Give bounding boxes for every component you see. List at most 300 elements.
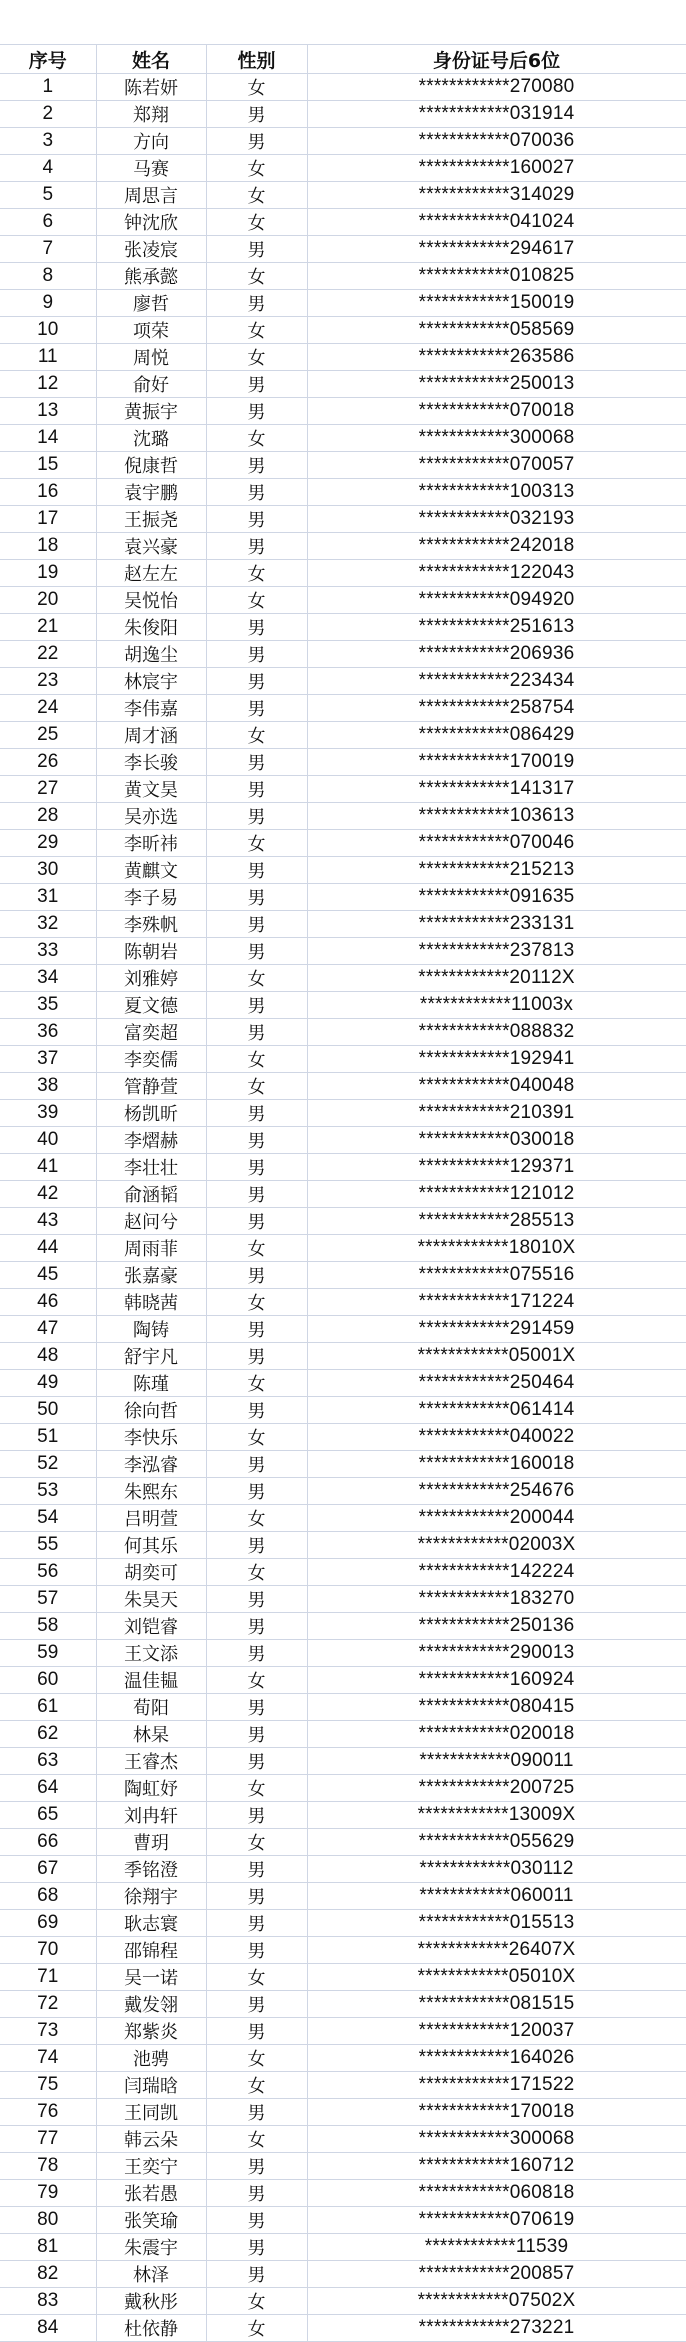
row-index: 32 — [0, 911, 96, 938]
row-gender: 女 — [206, 2045, 307, 2072]
row-name: 闫瑞晗 — [96, 2072, 206, 2099]
table-row — [0, 1127, 686, 1154]
row-id-suffix: ************080415 — [307, 1694, 686, 1721]
table-row — [0, 1154, 686, 1181]
row-gender: 男 — [206, 1154, 307, 1181]
row-index: 9 — [0, 290, 96, 317]
row-gender: 男 — [206, 2234, 307, 2261]
row-name: 李殊帆 — [96, 911, 206, 938]
table-row — [0, 1964, 686, 1991]
row-gender: 男 — [206, 1991, 307, 2018]
row-id-suffix: ************091635 — [307, 884, 686, 911]
row-index: 11 — [0, 344, 96, 371]
row-id-suffix: ************070046 — [307, 830, 686, 857]
row-id-suffix: ************206936 — [307, 641, 686, 668]
row-gender: 男 — [206, 1208, 307, 1235]
row-index: 59 — [0, 1640, 96, 1667]
row-index: 60 — [0, 1667, 96, 1694]
table-row — [0, 533, 686, 560]
row-index: 1 — [0, 74, 96, 101]
table-row — [0, 398, 686, 425]
row-name: 刘铠睿 — [96, 1613, 206, 1640]
row-name: 张若愚 — [96, 2180, 206, 2207]
row-name: 李熠赫 — [96, 1127, 206, 1154]
row-name: 项荣 — [96, 317, 206, 344]
row-gender: 女 — [206, 2288, 307, 2315]
row-index: 2 — [0, 101, 96, 128]
row-id-suffix: ************200857 — [307, 2261, 686, 2288]
table-row — [0, 1019, 686, 1046]
row-id-suffix: ************041024 — [307, 209, 686, 236]
table-row — [0, 1910, 686, 1937]
row-index: 30 — [0, 857, 96, 884]
row-index: 78 — [0, 2153, 96, 2180]
row-id-suffix: ************070018 — [307, 398, 686, 425]
table-row — [0, 1694, 686, 1721]
table-body — [0, 74, 686, 2342]
row-gender: 男 — [206, 1694, 307, 1721]
row-index: 12 — [0, 371, 96, 398]
row-id-suffix: ************088832 — [307, 1019, 686, 1046]
row-name: 朱俊阳 — [96, 614, 206, 641]
row-id-suffix: ************122043 — [307, 560, 686, 587]
row-index: 17 — [0, 506, 96, 533]
row-index: 7 — [0, 236, 96, 263]
table-row — [0, 1748, 686, 1775]
row-index: 70 — [0, 1937, 96, 1964]
row-name: 周雨菲 — [96, 1235, 206, 1262]
row-index: 41 — [0, 1154, 96, 1181]
row-gender: 女 — [206, 2126, 307, 2153]
row-gender: 女 — [206, 1370, 307, 1397]
row-id-suffix: ************300068 — [307, 425, 686, 452]
table-row — [0, 1721, 686, 1748]
row-name: 邵锦程 — [96, 1937, 206, 1964]
row-index: 63 — [0, 1748, 96, 1775]
row-id-suffix: ************215213 — [307, 857, 686, 884]
table-row — [0, 614, 686, 641]
row-gender: 男 — [206, 452, 307, 479]
row-name: 张笑瑜 — [96, 2207, 206, 2234]
row-name: 胡奕可 — [96, 1559, 206, 1586]
row-gender: 男 — [206, 911, 307, 938]
row-gender: 男 — [206, 992, 307, 1019]
row-index: 58 — [0, 1613, 96, 1640]
row-gender: 男 — [206, 398, 307, 425]
row-index: 13 — [0, 398, 96, 425]
row-index: 53 — [0, 1478, 96, 1505]
table-row — [0, 1856, 686, 1883]
table-row — [0, 1397, 686, 1424]
row-gender: 男 — [206, 1478, 307, 1505]
table-row — [0, 128, 686, 155]
row-index: 65 — [0, 1802, 96, 1829]
row-index: 82 — [0, 2261, 96, 2288]
row-id-suffix: ************18010X — [307, 1235, 686, 1262]
table-row — [0, 1586, 686, 1613]
row-id-suffix: ************171224 — [307, 1289, 686, 1316]
row-gender: 女 — [206, 1667, 307, 1694]
row-gender: 男 — [206, 2180, 307, 2207]
row-name: 季铭澄 — [96, 1856, 206, 1883]
header-gender: 性别 — [206, 45, 307, 74]
header-index: 序号 — [0, 45, 96, 74]
row-gender: 女 — [206, 2315, 307, 2342]
row-index: 29 — [0, 830, 96, 857]
row-gender: 男 — [206, 776, 307, 803]
row-id-suffix: ************237813 — [307, 938, 686, 965]
row-index: 73 — [0, 2018, 96, 2045]
table-row — [0, 965, 686, 992]
row-gender: 男 — [206, 695, 307, 722]
row-id-suffix: ************02003X — [307, 1532, 686, 1559]
table-row — [0, 722, 686, 749]
row-gender: 女 — [206, 344, 307, 371]
table-row — [0, 1478, 686, 1505]
row-gender: 男 — [206, 1532, 307, 1559]
row-name: 李伟嘉 — [96, 695, 206, 722]
row-id-suffix: ************250136 — [307, 1613, 686, 1640]
row-id-suffix: ************150019 — [307, 290, 686, 317]
row-index: 54 — [0, 1505, 96, 1532]
header-row — [0, 45, 686, 74]
row-gender: 女 — [206, 263, 307, 290]
table-row — [0, 641, 686, 668]
table-row — [0, 155, 686, 182]
row-name: 王文添 — [96, 1640, 206, 1667]
table-row — [0, 1181, 686, 1208]
row-gender: 男 — [206, 1100, 307, 1127]
row-name: 舒宇凡 — [96, 1343, 206, 1370]
row-id-suffix: ************183270 — [307, 1586, 686, 1613]
row-gender: 女 — [206, 1505, 307, 1532]
row-gender: 男 — [206, 1802, 307, 1829]
row-name: 李长骏 — [96, 749, 206, 776]
row-gender: 女 — [206, 587, 307, 614]
row-gender: 男 — [206, 1613, 307, 1640]
row-id-suffix: ************070619 — [307, 2207, 686, 2234]
table-row — [0, 2207, 686, 2234]
row-index: 24 — [0, 695, 96, 722]
row-gender: 男 — [206, 1586, 307, 1613]
row-name: 曹玥 — [96, 1829, 206, 1856]
row-gender: 男 — [206, 1640, 307, 1667]
row-gender: 女 — [206, 1424, 307, 1451]
table-row — [0, 1370, 686, 1397]
table-row — [0, 830, 686, 857]
row-id-suffix: ************120037 — [307, 2018, 686, 2045]
row-name: 池骋 — [96, 2045, 206, 2072]
row-name: 杨凯昕 — [96, 1100, 206, 1127]
row-id-suffix: ************040048 — [307, 1073, 686, 1100]
table-row — [0, 290, 686, 317]
row-name: 陈瑾 — [96, 1370, 206, 1397]
row-gender: 男 — [206, 857, 307, 884]
row-gender: 男 — [206, 1397, 307, 1424]
row-name: 王睿杰 — [96, 1748, 206, 1775]
row-name: 韩云朵 — [96, 2126, 206, 2153]
row-index: 8 — [0, 263, 96, 290]
row-gender: 女 — [206, 1289, 307, 1316]
row-name: 徐向哲 — [96, 1397, 206, 1424]
row-index: 15 — [0, 452, 96, 479]
row-id-suffix: ************141317 — [307, 776, 686, 803]
row-name: 俞涵韬 — [96, 1181, 206, 1208]
row-index: 61 — [0, 1694, 96, 1721]
table-row — [0, 1937, 686, 1964]
row-gender: 女 — [206, 722, 307, 749]
row-gender: 男 — [206, 236, 307, 263]
table-row — [0, 1235, 686, 1262]
row-id-suffix: ************11539 — [307, 2234, 686, 2261]
row-id-suffix: ************070057 — [307, 452, 686, 479]
row-index: 64 — [0, 1775, 96, 1802]
row-name: 沈璐 — [96, 425, 206, 452]
row-id-suffix: ************13009X — [307, 1802, 686, 1829]
row-index: 79 — [0, 2180, 96, 2207]
row-id-suffix: ************160712 — [307, 2153, 686, 2180]
table-row — [0, 263, 686, 290]
row-name: 倪康哲 — [96, 452, 206, 479]
row-name: 温佳韫 — [96, 1667, 206, 1694]
row-index: 33 — [0, 938, 96, 965]
row-gender: 女 — [206, 425, 307, 452]
table-row — [0, 1883, 686, 1910]
row-id-suffix: ************015513 — [307, 1910, 686, 1937]
row-index: 3 — [0, 128, 96, 155]
row-name: 陶铸 — [96, 1316, 206, 1343]
row-id-suffix: ************160018 — [307, 1451, 686, 1478]
row-gender: 女 — [206, 317, 307, 344]
table-row — [0, 344, 686, 371]
table-row — [0, 911, 686, 938]
table-row — [0, 2153, 686, 2180]
table-row — [0, 506, 686, 533]
row-index: 36 — [0, 1019, 96, 1046]
table-row — [0, 587, 686, 614]
row-index: 56 — [0, 1559, 96, 1586]
row-gender: 女 — [206, 1964, 307, 1991]
row-name: 俞好 — [96, 371, 206, 398]
row-name: 林泽 — [96, 2261, 206, 2288]
row-index: 48 — [0, 1343, 96, 1370]
header-id-suffix: 身份证号后6位 — [307, 45, 686, 74]
row-index: 27 — [0, 776, 96, 803]
row-index: 39 — [0, 1100, 96, 1127]
row-index: 5 — [0, 182, 96, 209]
row-gender: 男 — [206, 1856, 307, 1883]
row-id-suffix: ************070036 — [307, 128, 686, 155]
row-index: 21 — [0, 614, 96, 641]
row-gender: 女 — [206, 1073, 307, 1100]
row-name: 李快乐 — [96, 1424, 206, 1451]
row-name: 林宸宇 — [96, 668, 206, 695]
row-name: 陈朝岩 — [96, 938, 206, 965]
row-gender: 男 — [206, 101, 307, 128]
row-gender: 男 — [206, 2018, 307, 2045]
row-name: 李昕祎 — [96, 830, 206, 857]
row-id-suffix: ************291459 — [307, 1316, 686, 1343]
row-id-suffix: ************170019 — [307, 749, 686, 776]
table-row — [0, 2315, 686, 2342]
row-name: 何其乐 — [96, 1532, 206, 1559]
table-row — [0, 2045, 686, 2072]
row-name: 管静萱 — [96, 1073, 206, 1100]
row-name: 吴一诺 — [96, 1964, 206, 1991]
row-id-suffix: ************273221 — [307, 2315, 686, 2342]
row-index: 45 — [0, 1262, 96, 1289]
row-gender: 男 — [206, 1883, 307, 1910]
row-id-suffix: ************094920 — [307, 587, 686, 614]
row-id-suffix: ************160924 — [307, 1667, 686, 1694]
table-row — [0, 236, 686, 263]
row-id-suffix: ************285513 — [307, 1208, 686, 1235]
row-gender: 女 — [206, 1235, 307, 1262]
row-id-suffix: ************170018 — [307, 2099, 686, 2126]
table-row — [0, 1424, 686, 1451]
row-id-suffix: ************060818 — [307, 2180, 686, 2207]
row-name: 熊承懿 — [96, 263, 206, 290]
row-index: 69 — [0, 1910, 96, 1937]
row-id-suffix: ************121012 — [307, 1181, 686, 1208]
row-gender: 女 — [206, 560, 307, 587]
table-row — [0, 1532, 686, 1559]
row-id-suffix: ************075516 — [307, 1262, 686, 1289]
row-index: 18 — [0, 533, 96, 560]
row-id-suffix: ************294617 — [307, 236, 686, 263]
row-index: 81 — [0, 2234, 96, 2261]
row-id-suffix: ************05001X — [307, 1343, 686, 1370]
row-id-suffix: ************103613 — [307, 803, 686, 830]
row-name: 郑翔 — [96, 101, 206, 128]
row-gender: 男 — [206, 371, 307, 398]
row-gender: 男 — [206, 614, 307, 641]
row-gender: 女 — [206, 965, 307, 992]
table-row — [0, 2126, 686, 2153]
row-id-suffix: ************250013 — [307, 371, 686, 398]
table-row — [0, 1046, 686, 1073]
table-row — [0, 1775, 686, 1802]
row-gender: 女 — [206, 1829, 307, 1856]
table-row — [0, 425, 686, 452]
row-id-suffix: ************233131 — [307, 911, 686, 938]
row-id-suffix: ************210391 — [307, 1100, 686, 1127]
row-id-suffix: ************200725 — [307, 1775, 686, 1802]
row-index: 35 — [0, 992, 96, 1019]
row-id-suffix: ************081515 — [307, 1991, 686, 2018]
row-id-suffix: ************05010X — [307, 1964, 686, 1991]
row-id-suffix: ************058569 — [307, 317, 686, 344]
row-index: 77 — [0, 2126, 96, 2153]
table-row — [0, 2180, 686, 2207]
row-gender: 男 — [206, 668, 307, 695]
row-index: 4 — [0, 155, 96, 182]
row-id-suffix: ************290013 — [307, 1640, 686, 1667]
row-name: 王振尧 — [96, 506, 206, 533]
row-id-suffix: ************031914 — [307, 101, 686, 128]
row-gender: 女 — [206, 74, 307, 101]
row-index: 28 — [0, 803, 96, 830]
row-index: 75 — [0, 2072, 96, 2099]
row-gender: 男 — [206, 2099, 307, 2126]
row-gender: 男 — [206, 1910, 307, 1937]
row-id-suffix: ************07502X — [307, 2288, 686, 2315]
row-gender: 女 — [206, 155, 307, 182]
table-row — [0, 668, 686, 695]
row-gender: 男 — [206, 1019, 307, 1046]
table-row — [0, 452, 686, 479]
row-name: 方向 — [96, 128, 206, 155]
row-index: 55 — [0, 1532, 96, 1559]
row-name: 钟沈欣 — [96, 209, 206, 236]
row-gender: 男 — [206, 938, 307, 965]
row-name: 戴秋彤 — [96, 2288, 206, 2315]
row-gender: 男 — [206, 506, 307, 533]
table-row — [0, 776, 686, 803]
row-index: 51 — [0, 1424, 96, 1451]
row-id-suffix: ************020018 — [307, 1721, 686, 1748]
table-row — [0, 1640, 686, 1667]
row-index: 31 — [0, 884, 96, 911]
row-id-suffix: ************270080 — [307, 74, 686, 101]
row-name: 王同凯 — [96, 2099, 206, 2126]
row-gender: 男 — [206, 1127, 307, 1154]
table-row — [0, 2288, 686, 2315]
row-gender: 女 — [206, 209, 307, 236]
row-name: 刘冉轩 — [96, 1802, 206, 1829]
row-gender: 男 — [206, 1343, 307, 1370]
row-name: 马赛 — [96, 155, 206, 182]
table-row — [0, 938, 686, 965]
row-name: 荀阳 — [96, 1694, 206, 1721]
row-index: 23 — [0, 668, 96, 695]
table-row — [0, 1343, 686, 1370]
row-name: 朱昊天 — [96, 1586, 206, 1613]
table-row — [0, 479, 686, 506]
row-index: 25 — [0, 722, 96, 749]
row-name: 李奕儒 — [96, 1046, 206, 1073]
row-id-suffix: ************040022 — [307, 1424, 686, 1451]
row-id-suffix: ************20112X — [307, 965, 686, 992]
row-id-suffix: ************258754 — [307, 695, 686, 722]
row-id-suffix: ************192941 — [307, 1046, 686, 1073]
row-name: 徐翔宇 — [96, 1883, 206, 1910]
row-index: 80 — [0, 2207, 96, 2234]
row-index: 49 — [0, 1370, 96, 1397]
table-row — [0, 1316, 686, 1343]
row-name: 杜依静 — [96, 2315, 206, 2342]
row-name: 胡逸尘 — [96, 641, 206, 668]
row-index: 84 — [0, 2315, 96, 2342]
row-name: 戴发翎 — [96, 1991, 206, 2018]
table-row — [0, 209, 686, 236]
row-name: 朱熙东 — [96, 1478, 206, 1505]
row-index: 10 — [0, 317, 96, 344]
row-id-suffix: ************090011 — [307, 1748, 686, 1775]
row-gender: 女 — [206, 830, 307, 857]
row-gender: 男 — [206, 1262, 307, 1289]
table-row — [0, 1802, 686, 1829]
row-gender: 男 — [206, 2207, 307, 2234]
row-name: 黄文昊 — [96, 776, 206, 803]
row-id-suffix: ************129371 — [307, 1154, 686, 1181]
table-row — [0, 1613, 686, 1640]
row-name: 张凌宸 — [96, 236, 206, 263]
row-index: 37 — [0, 1046, 96, 1073]
row-index: 83 — [0, 2288, 96, 2315]
row-name: 富奕超 — [96, 1019, 206, 1046]
row-gender: 女 — [206, 1559, 307, 1586]
